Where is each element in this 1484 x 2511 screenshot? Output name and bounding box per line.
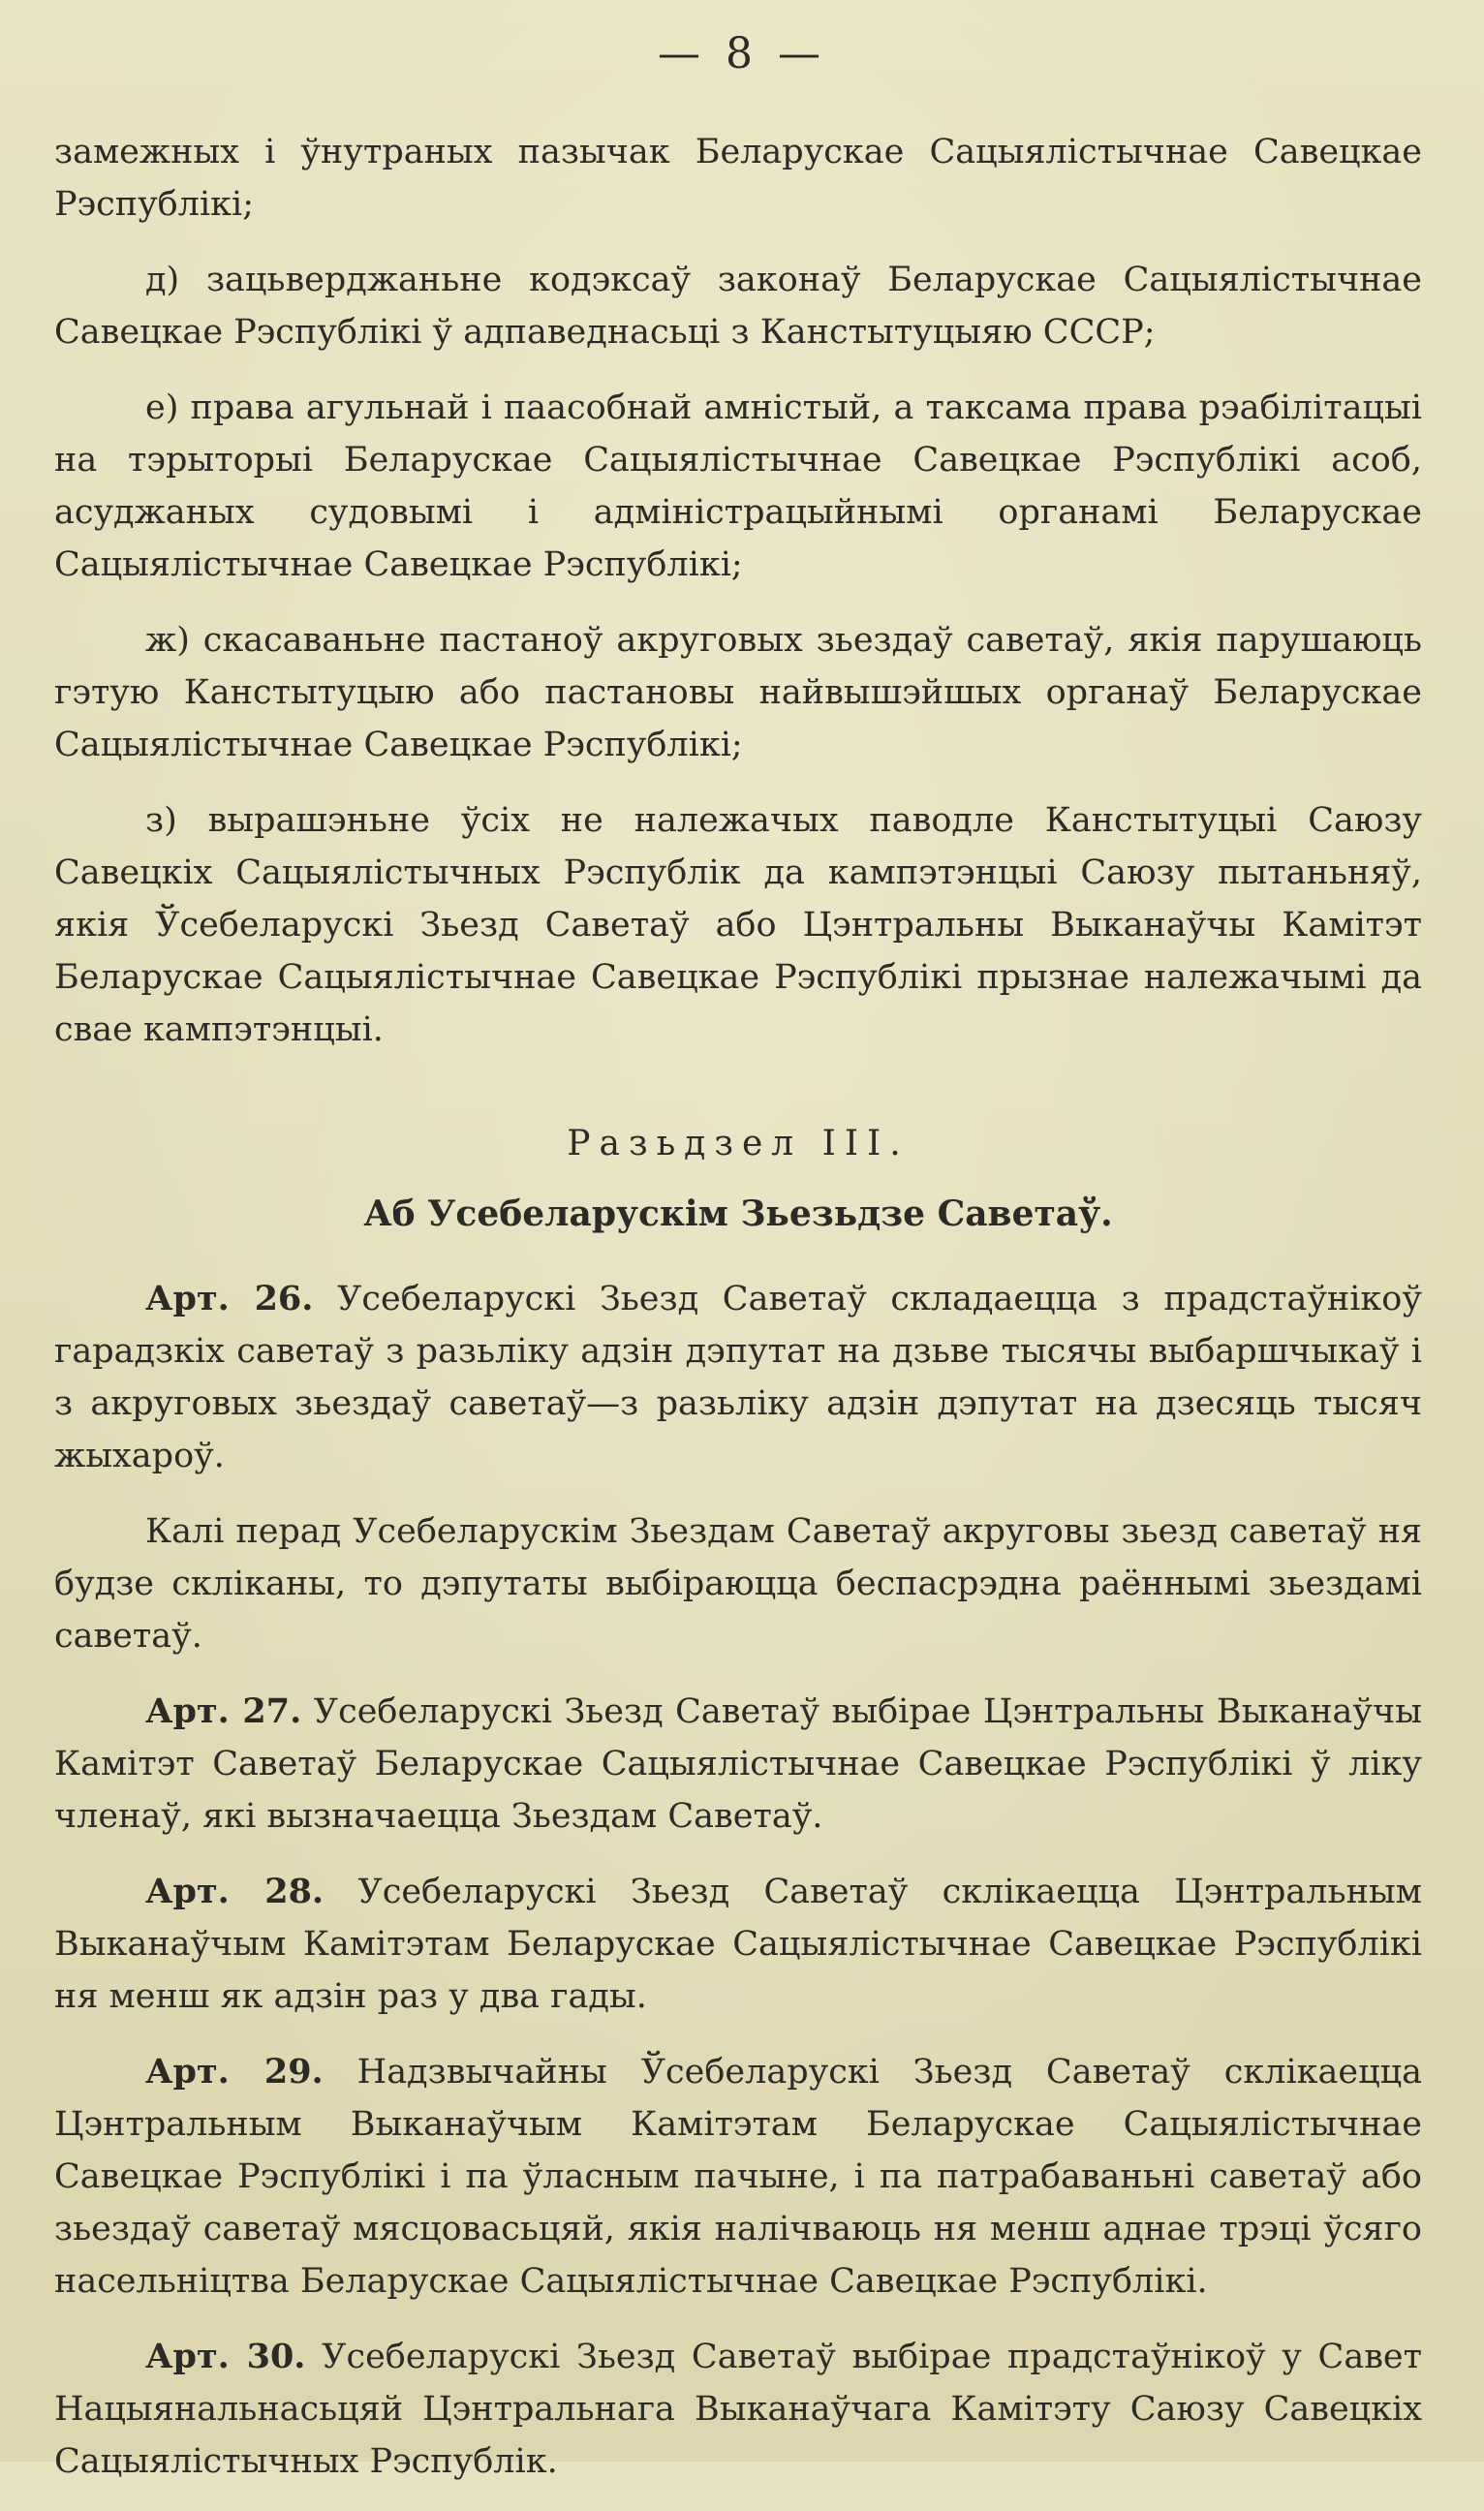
- paragraph-text: Усебеларускі Зьезд Саветаў выбірае Цэнтральны Выканаўчы Камітэт Саветаў Беларускае Сацыялістычнае Савецкае Рэспублікі ў ліку членаў, які вызначаецца Зьездам Саветаў.: [54, 1692, 1422, 1836]
- paragraph-text: з) вырашэньне ўсіх не належачых паводле Канстытуцыі Саюзу Савецкіх Сацыялістычных Рэспублік да кампэтэнцыі Саюзу пытаньняў, якія Ўсебеларускі Зьезд Саветаў або Цэнтральны Выканаўчы Камітэт Беларускае Сацыялістычнае Савецкае Рэспублікі прызнае належачымі да свае кампэтэнцыі.: [54, 801, 1422, 1049]
- paragraph-text: замежных і ўнутраных пазычак Беларускае Сацыялістычнае Савецкае Рэспублікі;: [54, 133, 1422, 224]
- paragraph-text: Калі перад Усебеларускім Зьездам Саветаў акруговы зьезд саветаў ня будзе скліканы, то дэпутаты выбіраюцца беспасрэдна раённымі зьездамі саветаў.: [54, 1512, 1422, 1656]
- body-text: [54, 126, 1422, 2511]
- article-27: [54, 1686, 1422, 1843]
- article-number: Арт. 27.: [145, 1691, 302, 1731]
- section-heading: Разьдзел III.: [567, 1124, 910, 1163]
- paragraph-continuation: [54, 126, 1422, 231]
- paragraph-text: Усебеларускі Зьезд Саветаў склікаецца Цэнтральным Выканаўчым Камітэтам Беларускае Сацыялістычнае Савецкае Рэспублікі ня менш як адзін раз у два гады.: [54, 1873, 1422, 2016]
- paragraph-text: Усебеларускі Зьезд Саветаў складаецца з прадстаўнікоў гарадзкіх саветаў з разьліку адзін дэпутат на дзьве тысячы выбаршчыкаў і з акруговых зьездаў саветаў—з разьліку адзін дэпутат на дзесяць тысяч жыхароў.: [54, 1280, 1422, 1475]
- paragraph-text: Надзвычайны Ўсебеларускі Зьезд Саветаў склікаецца Цэнтральным Выканаўчым Камітэтам Беларускае Сацыялістычнае Савецкае Рэспублікі і па ўласным пачыне, і па патрабаваньні саветаў або зьездаў саветаў мясцовасьцяй, якія налічваюць ня менш аднае трэці ўсяго насельніцтва Беларускае Сацыялістычнае Савецкае Рэспублікі.: [54, 2053, 1422, 2301]
- paragraph-text: Усебеларускі Зьезд Саветаў выбірае прадстаўнікоў у Савет Нацыянальнасьцяй Цэнтральнага Выканаўчага Камітэту Саюзу Савецкіх Сацыялістычных Рэспублік.: [54, 2338, 1422, 2481]
- clause-e: [54, 382, 1422, 591]
- article-number: Арт. 29.: [145, 2052, 324, 2092]
- article-26: [54, 1273, 1422, 1482]
- article-30: [54, 2331, 1422, 2488]
- paragraph-text: е) права агульнай і паасобнай амністый, а таксама права рэабілітацыі на тэрыторыі Беларускае Сацыялістычнае Савецкае Рэспублікі асоб, асуджаных судовымі і адміністрацыйнымі органамі Беларускае Сацыялістычнае Савецкае Рэспублікі;: [54, 388, 1422, 584]
- clause-d: [54, 254, 1422, 358]
- article-number: Арт. 28.: [145, 1872, 325, 1911]
- article-29: [54, 2046, 1422, 2308]
- page-number: — 8 —: [658, 29, 826, 78]
- section-subtitle: Аб Усебеларускім Зьезьдзе Саветаў.: [363, 1194, 1113, 1234]
- article-number: Арт. 26.: [145, 1279, 314, 1318]
- article-26-paragraph-2: [54, 1505, 1422, 1662]
- article-28: [54, 1866, 1422, 2023]
- clause-zh: [54, 614, 1422, 771]
- paragraph-text: д) зацьверджаньне кодэксаў законаў Беларускае Сацыялістычнае Савецкае Рэспублікі ў адпаведнасьці з Канстытуцыяю СССР;: [54, 261, 1422, 352]
- clause-z: [54, 794, 1422, 1056]
- article-number: Арт. 30.: [145, 2337, 306, 2376]
- paragraph-text: ж) скасаваньне пастаноў акруговых зьездаў саветаў, якія парушаюць гэтую Канстытуцыю або пастановы найвышэйшых органаў Беларускае Сацыялістычнае Савецкае Рэспублікі;: [54, 621, 1422, 764]
